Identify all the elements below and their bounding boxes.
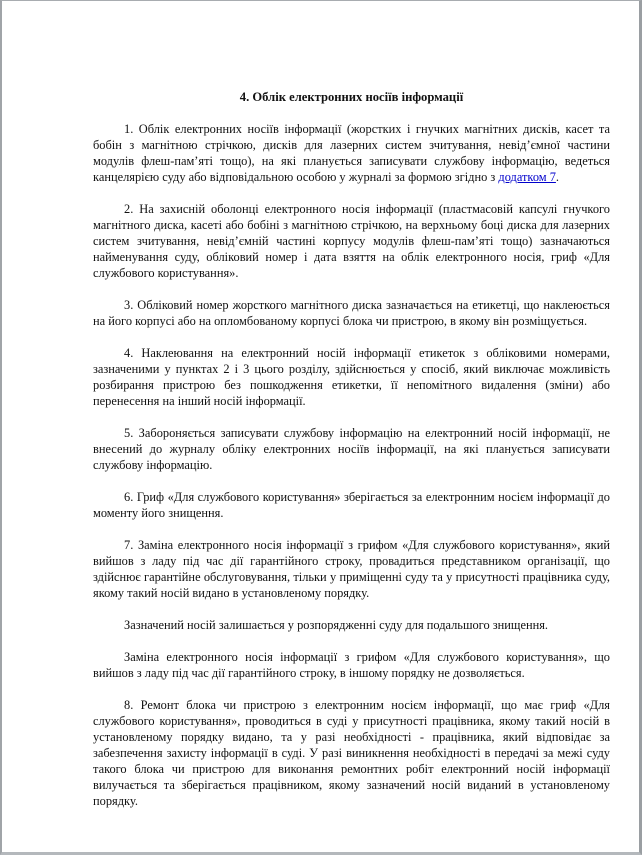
paragraph-1-end: . xyxy=(555,170,560,184)
paragraph-1 xyxy=(93,121,610,185)
paragraph-3: 3. Обліковий номер жорсткого магнітного диска зазначається на етикетці, що наклеюється на його корпусі або на опломбованому корпусі блока чи пристрою, в якому він розміщується. xyxy=(93,298,610,328)
appendix-7-link[interactable]: додатком 7 xyxy=(498,170,556,184)
document-body xyxy=(93,89,610,825)
paragraph-6: 6. Гриф «Для службового користування» зберігається за електронним носієм інформації до моменту його знищення. xyxy=(93,490,610,520)
section-title: 4. Облік електронних носіїв інформації xyxy=(239,90,464,104)
paragraph-8: 8. Ремонт блока чи пристрою з електронним носієм інформації, що має гриф «Для службового користування», проводиться в суді у присутності працівника, якому такий носій в установленому порядку видано, та у разі необхідності - працівника, який відповідає за забезпечення захисту інформації в суді. У разі виникнення необхідності в передачі за межі суду такого блока чи пристрою для виконання ремонтних робіт електронний носій інформації вилучається та зберігається працівником, якому зазначений носій виданий в установленому порядку. xyxy=(93,698,610,808)
paragraph-7-restriction: Заміна електронного носія інформації з грифом «Для службового користування», що вийшов з ладу під час дії гарантійного строку, в іншому порядку не дозволяється. xyxy=(93,650,610,680)
paragraph-1-text: 1. Облік електронних носіїв інформації (жорстких і гнучких магнітних дисків, касет та бобін з магнітною стрічкою, дисків для лазерних систем зчитування, невід’ємної частини модулів флеш-пам’яті тощо), на які планується записувати службову інформацію, ведеться канцелярією суду або відповідальною особою у журналі за формою згідно з xyxy=(93,122,610,184)
paragraph-4: 4. Наклеювання на електронний носій інформації етикеток з обліковими номерами, зазначеними у пунктах 2 і 3 цього розділу, здійснюється у спосіб, який виключає можливість розбирання пристрою без пошкодження етикетки, її непомітного видалення (зміни) або перенесення на інший носій інформації. xyxy=(93,346,610,408)
paragraph-7: 7. Заміна електронного носія інформації з грифом «Для службового користування», який вийшов з ладу під час дії гарантійного строку, провадиться представником організації, що здійснює гарантійне обслуговування, тільки у приміщенні суду та у присутності працівника суду, якому такий носій видано в установленому порядку. xyxy=(93,538,610,600)
paragraph-5: 5. Забороняється записувати службову інформацію на електронний носій інформації, не внесений до журналу обліку електронних носіїв інформації, на які планується записувати службову інформацію. xyxy=(93,426,610,472)
paragraph-7-note: Зазначений носій залишається у розпорядженні суду для подальшого знищення. xyxy=(124,618,549,632)
paragraph-2: 2. На захисній оболонці електронного носія інформації (пластмасовій капсулі гнучкого магнітного диска, касеті або бобіні з магнітною стрічкою, на верхньому боці диска для лазерних систем зчитування, невід’ємній частині корпусу модулів флеш-пам’яті тощо) зазначаються найменування суду, обліковий номер і дата взяття на облік електронного носія, гриф «Для службового користування». xyxy=(93,202,610,280)
